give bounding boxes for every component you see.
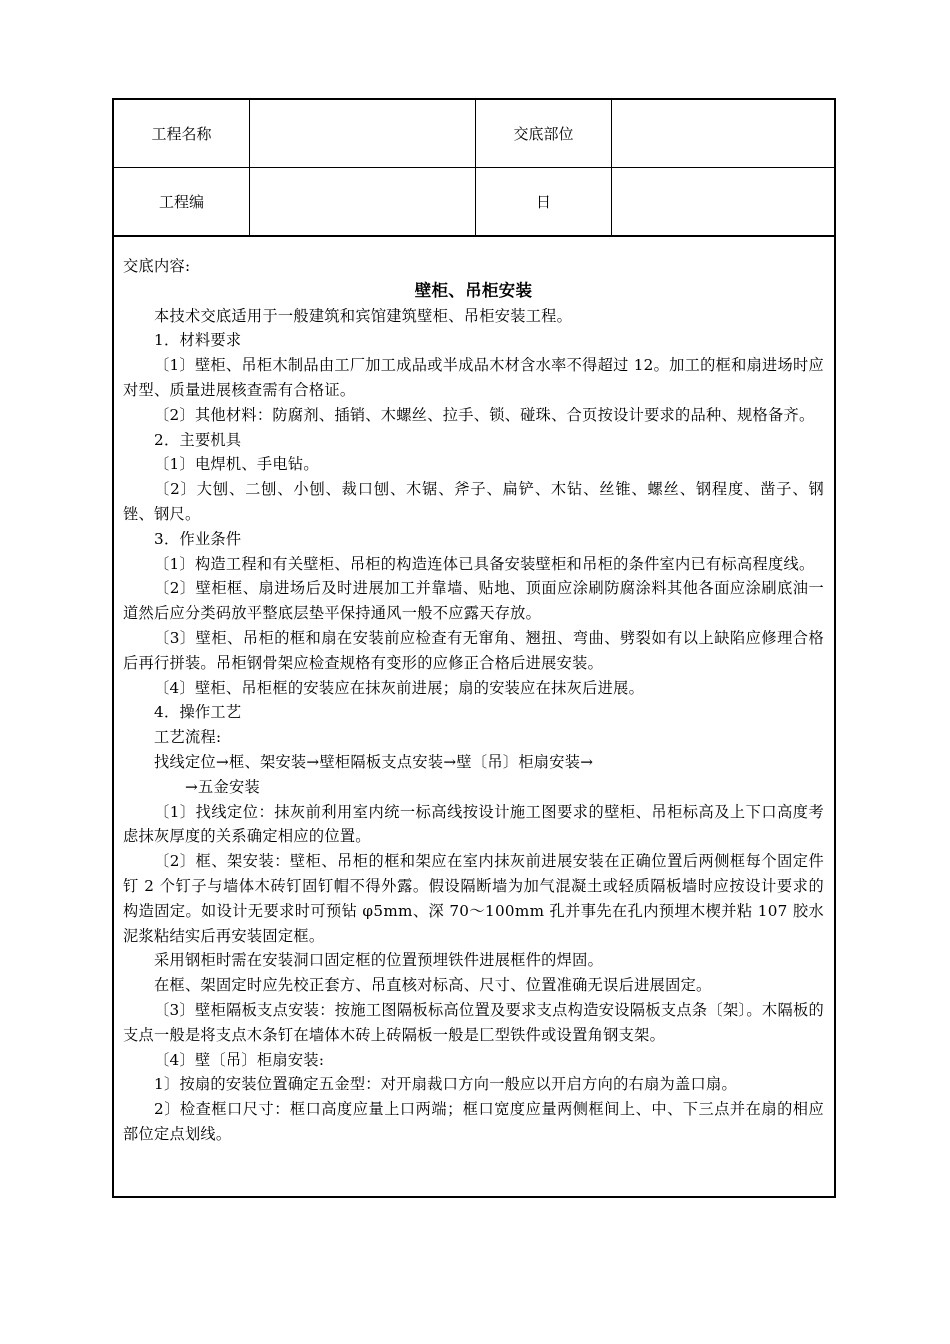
paragraph: 〔2〕其他材料：防腐剂、插销、木螺丝、拉手、锁、碰珠、合页按设计要求的品种、规格备齐。 bbox=[154, 405, 815, 424]
section-heading: 1．材料要求 bbox=[154, 331, 242, 350]
handover-part-value bbox=[612, 100, 834, 167]
paragraph: 本技术交底适用于一般建筑和宾馆建筑壁柜、吊柜安装工程。 bbox=[154, 306, 573, 325]
paragraph: 工艺流程: bbox=[154, 728, 222, 747]
process-flow-line: 找线定位→框、架安装→壁柜隔板支点安装→壁〔吊〕柜扇安装→ bbox=[154, 752, 594, 771]
header-row-1 bbox=[114, 100, 834, 168]
section-heading: 4．操作工艺 bbox=[154, 703, 242, 722]
paragraph: 2〕检查框口尺寸：框口高度应量上口两端；框口宽度应量两侧框间上、中、下三点并在扇的相应部位定点划线。 bbox=[123, 1100, 824, 1143]
paragraph: 采用钢柜时需在安装洞口固定框的位置预埋铁件进展框件的焊固。 bbox=[154, 951, 604, 970]
section-heading: 3．作业条件 bbox=[154, 529, 242, 548]
header-row-2 bbox=[114, 167, 834, 237]
paragraph: 1〕按扇的安装位置确定五金型：对开扇裁口方向一般应以开启方向的右扇为盖口扇。 bbox=[154, 1075, 737, 1094]
paragraph: 〔3〕壁柜隔板支点安装：按施工图隔板标高位置及要求支点构造安设隔板支点条〔架〕。木隔板的支点一般是将支点木条钉在墙体木砖上砖隔板一般是匚型铁件或设置角钢支架。 bbox=[123, 1000, 824, 1044]
paragraph: 在框、架固定时应先校正套方、吊直核对标高、尺寸、位置准确无误后进展固定。 bbox=[154, 976, 712, 995]
date-label: 日 bbox=[476, 167, 612, 235]
project-name-value bbox=[250, 100, 476, 167]
process-flow-line: →五金安装 bbox=[185, 777, 260, 796]
paragraph: 〔4〕壁〔吊〕柜扇安装: bbox=[154, 1050, 325, 1069]
section-heading: 2．主要机具 bbox=[154, 430, 242, 449]
project-no-value bbox=[250, 167, 476, 235]
paragraph: 〔3〕壁柜、吊柜的框和扇在安装前应检查有无窜角、翘扭、弯曲、劈裂如有以上缺陷应修理合格后再行拼装。吊柜钢骨架应检查规格有变形的应修正合格后进展安装。 bbox=[123, 628, 824, 672]
content-label: 交底内容: bbox=[123, 257, 191, 275]
paragraph: 〔1〕壁柜、吊柜木制品由工厂加工成品或半成品木材含水率不得超过 12。加工的框和扇进场时应对型、质量进展核查需有合格证。 bbox=[123, 356, 825, 399]
document-title: 壁柜、吊柜安装 bbox=[414, 280, 533, 300]
project-no-label: 工程编 bbox=[114, 167, 250, 235]
handover-content bbox=[123, 254, 824, 1147]
handover-part-label: 交底部位 bbox=[476, 100, 612, 167]
paragraph: 〔2〕大刨、二刨、小刨、裁口刨、木锯、斧子、扁铲、木钻、丝锥、螺丝、钢程度、凿子、钢锉、钢尺。 bbox=[123, 480, 824, 523]
handover-form bbox=[112, 98, 836, 1198]
paragraph: 〔1〕电焊机、手电钻。 bbox=[154, 455, 319, 474]
paragraph: 〔4〕壁柜、吊柜框的安装应在抹灰前进展；扇的安装应在抹灰后进展。 bbox=[154, 678, 645, 697]
paragraph: 〔1〕找线定位：抹灰前利用室内统一标高线按设计施工图要求的壁柜、吊柜标高及上下口高度考虑抹灰厚度的关系确定相应的位置。 bbox=[123, 802, 824, 846]
paragraph: 〔1〕构造工程和有关壁柜、吊柜的构造连体已具备安装壁柜和吊柜的条件室内已有标高程度线。 bbox=[154, 554, 815, 573]
paragraph: 〔2〕壁柜框、扇进场后及时进展加工并靠墙、贴地、顶面应涂刷防腐涂料其他各面应涂刷底油一道然后应分类码放平整底层垫平保持通风一般不应露天存放。 bbox=[123, 579, 824, 623]
project-name-label: 工程名称 bbox=[114, 100, 250, 167]
paragraph: 〔2〕框、架安装：壁柜、吊柜的框和架应在室内抹灰前进展安装在正确位置后两侧框每个固定件钉 2 个钉子与墙体木砖钉固钉帽不得外露。假设隔断墙为加气混凝土或轻质隔板墙时应按设计要求的构造固定。如设计无要求时可预钻 φ5mm、深 70～100mm 孔并事先在孔内预埋木楔并粘 107 胶水泥浆粘结实后再安装固定框。 bbox=[123, 852, 824, 945]
date-value bbox=[612, 167, 834, 235]
